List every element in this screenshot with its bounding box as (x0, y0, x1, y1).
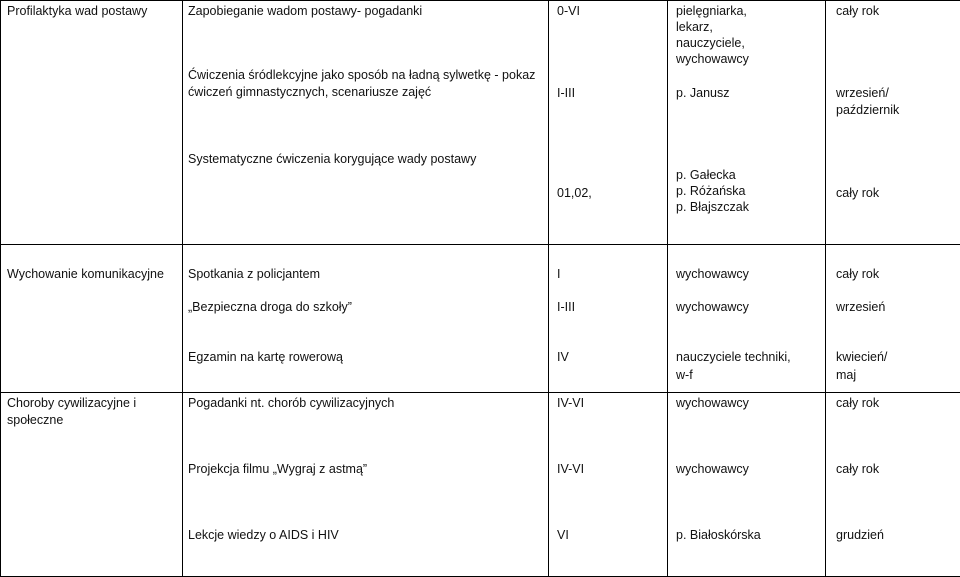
classes-text: I-III (557, 85, 575, 102)
classes-text: I-III (557, 299, 575, 316)
table-row (1, 393, 960, 577)
term-text: kwiecień/ (836, 349, 887, 366)
area-label: Wychowanie komunikacyjne (7, 266, 164, 283)
area-label: społeczne (7, 412, 63, 429)
responsible-text: p. Gałecka (676, 167, 736, 184)
responsible-text: nauczyciele techniki, (676, 349, 791, 366)
activity-text: Systematyczne ćwiczenia korygujące wady postawy (188, 151, 476, 168)
term-text: cały rok (836, 266, 879, 283)
responsible-cell (668, 1, 826, 245)
activity-text: Egzamin na kartę rowerową (188, 349, 343, 366)
activity-text: Spotkania z policjantem (188, 266, 320, 283)
activity-text: Projekcja filmu „Wygraj z astmą” (188, 461, 367, 478)
responsible-text: w-f (676, 367, 693, 384)
responsible-text: p. Różańska (676, 183, 745, 200)
classes-text: IV-VI (557, 461, 584, 478)
term-text: wrzesień/ (836, 85, 889, 102)
area-cell (1, 393, 183, 577)
responsible-text: pielęgniarka, (676, 3, 747, 20)
classes-text: 0-VI (557, 3, 580, 20)
table-row (1, 245, 960, 393)
term-cell (826, 1, 960, 245)
responsible-text: nauczyciele, (676, 35, 745, 52)
responsible-text: wychowawcy (676, 461, 749, 478)
responsible-text: wychowawcy (676, 266, 749, 283)
term-text: grudzień (836, 527, 884, 544)
classes-text: VI (557, 527, 569, 544)
activity-cell (183, 393, 549, 577)
responsible-text: wychowawcy (676, 299, 749, 316)
activity-text: Lekcje wiedzy o AIDS i HIV (188, 527, 339, 544)
area-cell (1, 245, 183, 393)
area-label: Profilaktyka wad postawy (7, 3, 147, 20)
term-text: październik (836, 102, 899, 119)
term-text: cały rok (836, 185, 879, 202)
classes-text: IV (557, 349, 569, 366)
term-cell (826, 245, 960, 393)
activity-text: Ćwiczenia śródlekcyjne jako sposób na ładną sylwetkę - pokaz (188, 67, 535, 84)
term-text: wrzesień (836, 299, 885, 316)
classes-text: I (557, 266, 560, 283)
activity-cell (183, 245, 549, 393)
responsible-text: wychowawcy (676, 395, 749, 412)
area-label: Choroby cywilizacyjne i (7, 395, 136, 412)
area-cell (1, 1, 183, 245)
classes-cell (549, 1, 668, 245)
term-text: maj (836, 367, 856, 384)
responsible-text: wychowawcy (676, 51, 749, 68)
classes-text: 01,02, (557, 185, 592, 202)
responsible-cell (668, 245, 826, 393)
responsible-text: lekarz, (676, 19, 713, 36)
classes-text: IV-VI (557, 395, 584, 412)
responsible-text: p. Białoskórska (676, 527, 761, 544)
activity-text: „Bezpieczna droga do szkoły” (188, 299, 352, 316)
responsible-text: p. Błajszczak (676, 199, 749, 216)
activity-text: Pogadanki nt. chorób cywilizacyjnych (188, 395, 394, 412)
classes-cell (549, 393, 668, 577)
classes-cell (549, 245, 668, 393)
table-row (1, 1, 960, 245)
activity-text: Zapobieganie wadom postawy- pogadanki (188, 3, 422, 20)
activity-text: ćwiczeń gimnastycznych, scenariusze zajęć (188, 84, 431, 101)
term-cell (826, 393, 960, 577)
activity-cell (183, 1, 549, 245)
responsible-cell (668, 393, 826, 577)
term-text: cały rok (836, 461, 879, 478)
term-text: cały rok (836, 395, 879, 412)
term-text: cały rok (836, 3, 879, 20)
responsible-text: p. Janusz (676, 85, 730, 102)
